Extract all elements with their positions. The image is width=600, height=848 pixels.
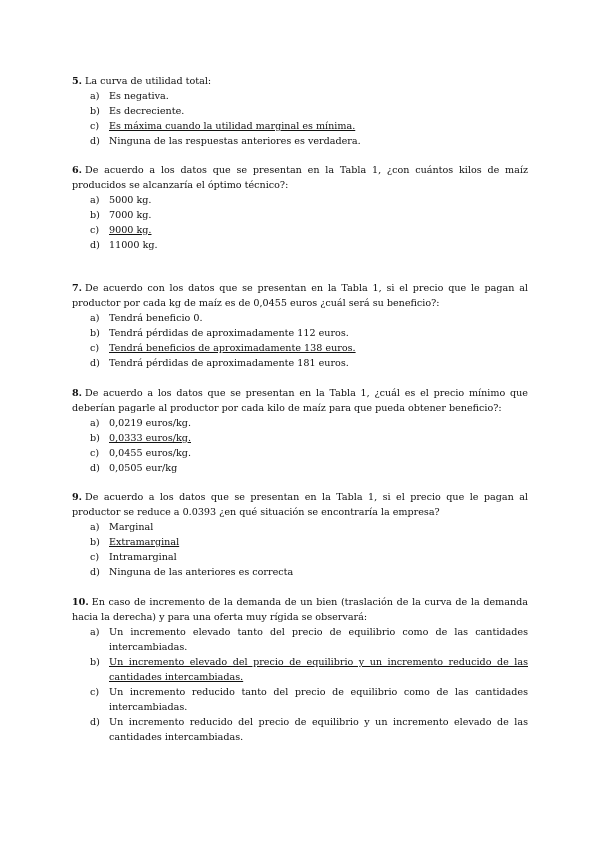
option-text: Intramarginal [109, 552, 177, 563]
option-a [72, 89, 528, 104]
question-text: De acuerdo a los datos que se presentan en la Tabla 1, ¿cuál es el precio mínimo que deberían pagarle al productor por cada kilo de maíz para que pueda obtener beneficio?: [72, 388, 528, 414]
option-text: Es negativa. [109, 91, 169, 102]
option-letter: d) [90, 567, 100, 578]
question-9 [72, 490, 528, 580]
option-c [72, 446, 528, 461]
option-text: 11000 kg. [109, 240, 158, 251]
option-a [72, 193, 528, 208]
option-c-correct [72, 119, 528, 134]
question-text: De acuerdo con los datos que se presentan en la Tabla 1, si el precio que le pagan al productor por cada kg de maíz es de 0,0455 euros ¿cuál será su beneficio?: [72, 283, 528, 309]
option-c [72, 685, 528, 715]
question-number: 8. [72, 388, 83, 399]
question-text: En caso de incremento de la demanda de un bien (traslación de la curva de la demanda hacia la derecha) y para una oferta muy rígida se observará: [72, 597, 528, 623]
option-letter: c) [90, 552, 100, 563]
option-d [72, 134, 528, 149]
question-stem [72, 163, 528, 193]
option-letter: a) [90, 91, 100, 102]
question-6 [72, 163, 528, 253]
question-8 [72, 386, 528, 476]
option-letter: a) [90, 418, 100, 429]
option-text: Tendrá pérdidas de aproximadamente 112 euros. [109, 328, 349, 339]
option-text: Es máxima cuando la utilidad marginal es mínima. [109, 121, 356, 132]
options-list [72, 193, 528, 253]
option-letter: b) [90, 328, 100, 339]
option-letter: b) [90, 106, 100, 117]
option-text: Es decreciente. [109, 106, 185, 117]
option-a [72, 416, 528, 431]
option-a [72, 520, 528, 535]
option-letter: b) [90, 210, 100, 221]
option-d [72, 238, 528, 253]
option-letter: b) [90, 433, 100, 444]
question-stem [72, 74, 528, 89]
question-stem [72, 595, 528, 625]
question-7 [72, 281, 528, 371]
option-letter: d) [90, 358, 100, 369]
options-list [72, 520, 528, 580]
option-text: 0,0455 euros/kg. [109, 448, 191, 459]
option-text: Tendrá pérdidas de aproximadamente 181 euros. [109, 358, 349, 369]
option-b [72, 208, 528, 223]
question-number: 5. [72, 76, 83, 87]
option-d [72, 356, 528, 371]
option-b-correct [72, 535, 528, 550]
option-text: Un incremento elevado tanto del precio de equilibrio como de las cantidades intercambiadas. [109, 627, 528, 653]
option-d [72, 715, 528, 745]
option-letter: c) [90, 225, 100, 236]
question-stem [72, 386, 528, 416]
option-b [72, 326, 528, 341]
option-letter: b) [90, 657, 100, 668]
option-letter: a) [90, 313, 100, 324]
option-letter: d) [90, 136, 100, 147]
option-a [72, 311, 528, 326]
option-text: Tendrá beneficios de aproximadamente 138 euros. [109, 343, 356, 354]
option-letter: a) [90, 195, 100, 206]
option-text: Tendrá beneficio 0. [109, 313, 203, 324]
question-number: 6. [72, 165, 83, 176]
option-b [72, 104, 528, 119]
question-10 [72, 595, 528, 745]
option-c-correct [72, 223, 528, 238]
option-letter: b) [90, 537, 100, 548]
question-number: 10. [72, 597, 89, 608]
options-list [72, 416, 528, 476]
option-c [72, 550, 528, 565]
option-d [72, 461, 528, 476]
option-text: 0,0219 euros/kg. [109, 418, 191, 429]
option-letter: d) [90, 240, 100, 251]
option-text: Un incremento elevado del precio de equilibrio y un incremento reducido de las cantidades intercambiadas. [109, 657, 528, 683]
option-letter: c) [90, 343, 100, 354]
option-letter: a) [90, 522, 100, 533]
option-letter: a) [90, 627, 100, 638]
option-text: 0,0505 eur/kg [109, 463, 178, 474]
option-text: 9000 kg. [109, 225, 152, 236]
question-stem [72, 281, 528, 311]
question-stem [72, 490, 528, 520]
option-text: Ninguna de las anteriores es correcta [109, 567, 294, 578]
option-text: 0,0333 euros/kg. [109, 433, 191, 444]
option-letter: c) [90, 121, 100, 132]
option-a [72, 625, 528, 655]
option-text: Extramarginal [109, 537, 180, 548]
option-letter: c) [90, 448, 100, 459]
option-letter: d) [90, 463, 100, 474]
option-letter: c) [90, 687, 100, 698]
option-text: Un incremento reducido tanto del precio de equilibrio como de las cantidades intercambiadas. [109, 687, 528, 713]
option-text: Marginal [109, 522, 154, 533]
options-list [72, 311, 528, 371]
option-c-correct [72, 341, 528, 356]
option-b-correct [72, 431, 528, 446]
option-text: 7000 kg. [109, 210, 152, 221]
option-text: Un incremento reducido del precio de equilibrio y un incremento elevado de las cantidades intercambiadas. [109, 717, 528, 743]
question-number: 7. [72, 283, 83, 294]
question-text: La curva de utilidad total: [85, 76, 212, 87]
option-text: 5000 kg. [109, 195, 152, 206]
option-b-correct [72, 655, 528, 685]
option-letter: d) [90, 717, 100, 728]
question-number: 9. [72, 492, 83, 503]
question-5 [72, 74, 528, 149]
option-text: Ninguna de las respuestas anteriores es verdadera. [109, 136, 361, 147]
options-list [72, 89, 528, 149]
question-text: De acuerdo a los datos que se presentan en la Tabla 1, si el precio que le pagan al productor se reduce a 0.0393 ¿en qué situación se encontraría la empresa? [72, 492, 528, 518]
options-list [72, 625, 528, 745]
option-d [72, 565, 528, 580]
question-text: De acuerdo a los datos que se presentan en la Tabla 1, ¿con cuántos kilos de maíz producidos se alcanzaría el óptimo técnico?: [72, 165, 528, 191]
